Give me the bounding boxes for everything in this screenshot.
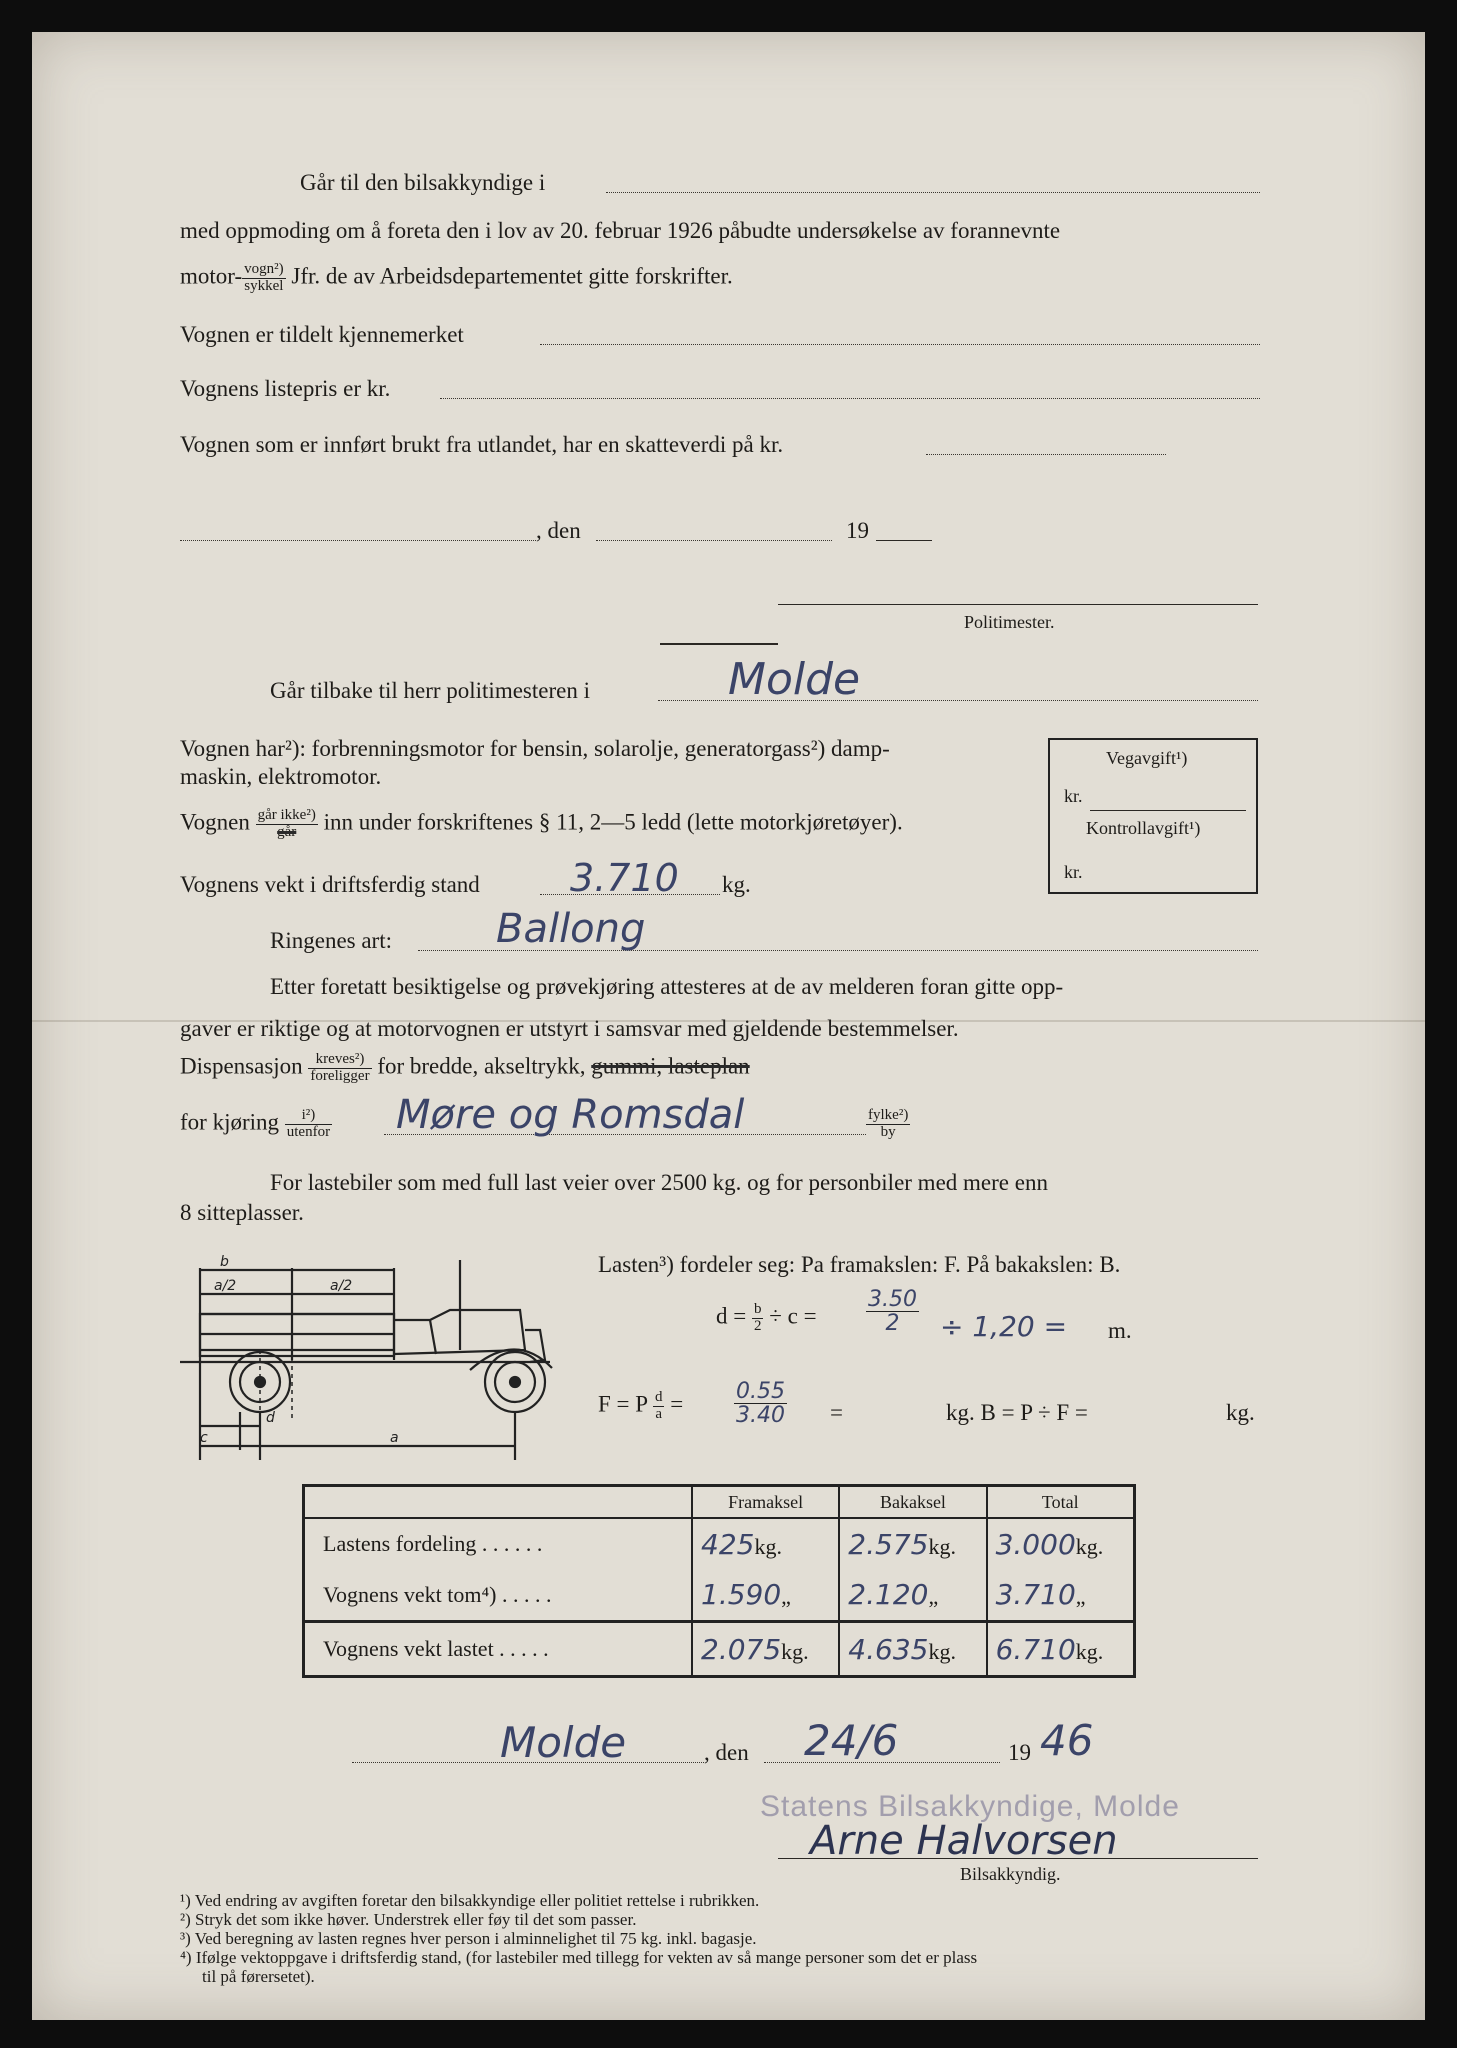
engine-line-1: Vognen har²): forbrenningsmotor for bensin, solarolje, generatorgass²) damp- [180,736,890,761]
cell-unit: kg. [781,1638,809,1664]
cell-value: 6.710 [995,1632,1076,1666]
tires-label: Ringenes art: [270,928,392,953]
attest-line-1: Etter foretatt besiktigelse og prøvekjøring attesteres at de av melderen foran gitte opp- [270,974,1064,999]
driving-county: $\frac{\text{fylke²)}}{by}$ [868,1107,909,1140]
closing-year-prefix: 19 [1008,1740,1031,1765]
price-label: Vognens listepris er kr. [180,376,391,401]
official-stamp: Statens Bilsakkyndige, Molde [760,1790,1180,1823]
cell-unit: „ [928,1584,939,1610]
goes-to-line [606,192,1260,193]
svg-text:b: b [220,1254,229,1270]
footnote-4-cont: til på førersetet). [202,1967,315,1986]
d-unit: m. [1108,1318,1132,1343]
attest-line-2: gaver er riktige og at motorvognen er utstyrt i samsvar med gjeldende bestemmelser. [180,1016,959,1041]
load-distribution-table [302,1484,1136,1678]
weight-unit: kg. [722,872,751,897]
truck-diagram [180,1250,560,1466]
police-chief-label: Politimester. [964,612,1055,632]
cell-value: 425 [701,1527,755,1561]
svg-text:a/2: a/2 [214,1278,237,1294]
control-fee-label: Kontrollavgift¹) [1086,818,1201,838]
b-kg: kg. [1226,1400,1255,1425]
d-formula-hand: $\frac{3.50}{2}$ [868,1287,917,1337]
returns-place-handwritten: Molde [728,654,861,705]
import-line [926,454,1166,455]
closing-place-handwritten: Molde [500,1718,627,1767]
f-formula: F = P $\frac{d}{a}$ = [598,1389,684,1422]
weight-label: Vognens vekt i driftsferdig stand [180,872,480,897]
cell-unit: kg. [928,1638,956,1664]
regulation-line: Vognen $\frac{\text{går ikke²)}}{\text{går}}$ inn under forskriftenes § 11, 2—5 ledd (lette motorkjøretøyer). [180,807,903,840]
road-fee-line [1090,810,1246,811]
place-line [180,540,536,541]
signature: Arne Halvorsen [810,1818,1118,1864]
motor-line: motor- $\frac{\text{vogn²)}}{\text{sykkel}}$ Jfr. de av Arbeidsdepartementet gitte forskrifter. [180,261,733,294]
d-minus-value: ÷ 1,20 = [940,1310,1068,1343]
svg-text:d: d [266,1410,275,1426]
goes-to-label: Går til den bilsakkyndige i [300,170,546,195]
trucks-line-2: 8 sitteplasser. [180,1200,304,1225]
cell-value: 2.120 [848,1578,929,1612]
svg-text:c: c [200,1430,208,1446]
year-label: 19 [846,518,869,543]
table-row [304,1570,1135,1622]
closing-den: , den [704,1740,749,1765]
row-label: Vognens vekt tom⁴) . . . . . [323,1581,552,1607]
row-label: Lastens fordeling . . . . . . [323,1531,543,1557]
footnote-2: ²) Stryk det som ikke høver. Understrek eller føy til det som passer. [180,1910,637,1929]
cell-value: 4.635 [848,1632,929,1666]
year-line [876,540,932,541]
control-fee-kr: kr. [1064,862,1083,882]
den-label: , den [536,518,581,543]
cell-value: 1.590 [701,1578,782,1612]
cell-value: 3.000 [995,1527,1076,1561]
header-rear-axle: Bakaksel [839,1486,986,1519]
request-line: med oppmoding om å foreta den i lov av 20. februar 1926 påbudte undersøkelse av forannevnte [180,218,1061,243]
cell-unit: „ [1075,1584,1086,1610]
police-sign-line [778,604,1258,605]
trucks-line-1: For lastebiler som med full last veier over 2500 kg. og for personbiler med mere enn [270,1170,1048,1195]
cell-unit: kg. [1075,1533,1104,1559]
header-total: Total [987,1486,1135,1519]
svg-text:a/2: a/2 [330,1278,353,1294]
cell-value: 2.575 [848,1527,929,1561]
engine-line-2: maskin, elektromotor. [180,764,382,789]
cell-unit: kg. [928,1533,956,1559]
road-fee-kr: kr. [1064,786,1083,806]
footnote-1: ¹) Ved endring av avgiften foretar den bilsakkyndige eller politiet rettelse i rubrikken. [180,1891,760,1910]
cell-value: 3.710 [995,1578,1076,1612]
section-divider [660,643,778,645]
plate-line [540,344,1260,345]
f-eq: = [830,1400,843,1425]
load-distribution-line: Lasten³) fordeler seg: Pa framakslen: F. På bakakslen: B. [598,1252,1121,1277]
returns-label: Går tilbake til herr politimesteren i [270,678,590,703]
driving-line: for kjøring $\frac{\text{i²)}}{\text{utenfor}}$ [180,1107,331,1140]
cell-unit: kg. [1075,1638,1104,1664]
header-front-axle: Framaksel [692,1486,839,1519]
footnote-3: ³) Ved beregning av lasten regnes hver person i alminnelighet til 75 kg. inkl. bagasje. [180,1929,757,1948]
import-label: Vognen som er innført brukt fra utlandet, har en skatteverdi på kr. [180,432,784,457]
dispensation-line: Dispensasjon $\frac{\text{kreves²)}}{\text{foreligger}}$ for bredde, akseltrykk, gummi, lasteplan [180,1051,750,1084]
date-line [596,540,832,541]
cell-unit: kg. [754,1533,782,1559]
fees-box [1048,738,1258,894]
row-label: Vognens vekt lastet . . . . . [304,1622,693,1677]
weight-value-handwritten: 3.710 [570,856,679,900]
closing-year-handwritten: 46 [1040,1716,1094,1765]
f-formula-hand: $\frac{0.55}{3.40}$ [736,1379,785,1429]
svg-text:a: a [390,1430,399,1446]
cell-value: 2.075 [701,1632,782,1666]
road-fee-label: Vegavgift¹) [1106,748,1188,768]
plate-label: Vognen er tildelt kjennemerket [180,322,464,347]
table-row [304,1518,1135,1570]
cell-unit: „ [781,1584,791,1610]
signature-line [778,1858,1258,1859]
table-row [304,1622,1135,1677]
f-kg-b: kg. B = P ÷ F = [946,1400,1088,1425]
closing-date-handwritten: 24/6 [804,1716,899,1765]
tires-value-handwritten: Ballong [496,906,646,952]
d-formula: d = $\frac{b}{2}$ ÷ c = [716,1301,817,1334]
price-line [440,398,1260,399]
driving-value-handwritten: Møre og Romsdal [396,1092,745,1138]
expert-role: Bilsakkyndig. [960,1864,1061,1884]
footnote-4: ⁴) Ifølge vektoppgave i driftsferdig stand, (for lastebiler med tillegg for vekten av så mange personer som det er plass [180,1948,978,1967]
